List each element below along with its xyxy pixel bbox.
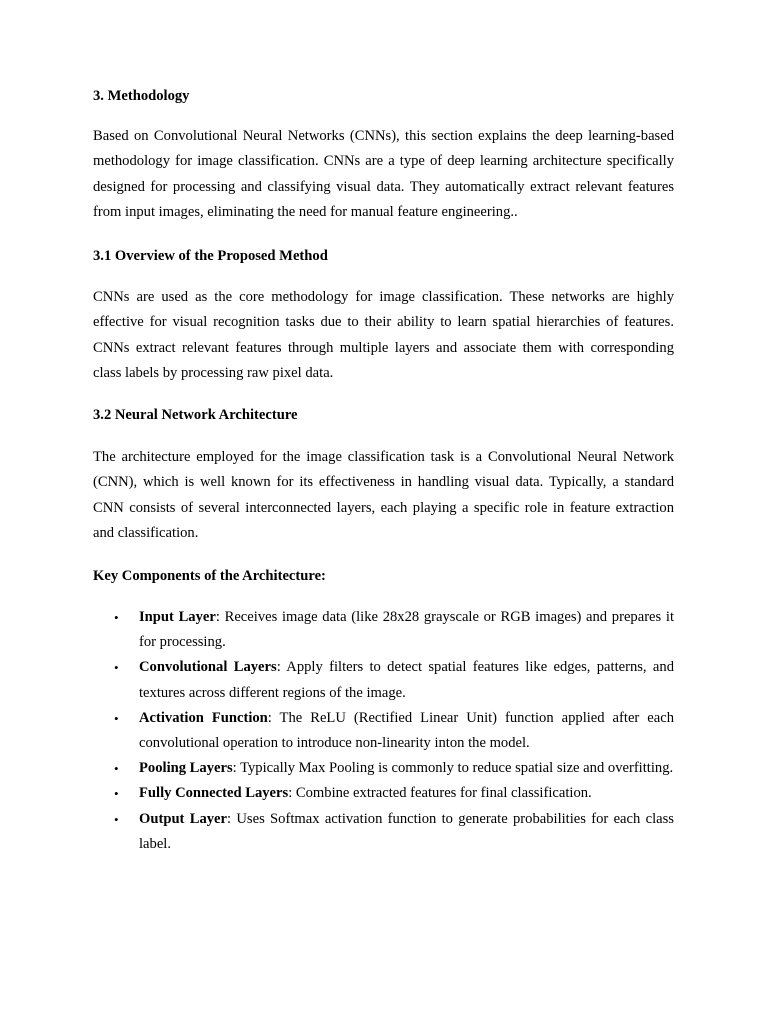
components-heading: Key Components of the Architecture: [93, 568, 326, 584]
section-heading: 3. Methodology [93, 88, 190, 104]
list-item [93, 781, 674, 806]
architecture-paragraph: The architecture employed for the image classification task is a Convolutional Neural Network (CNN), which is well known for its effectiveness in handling visual data. Typically, a standard CNN consists of several interconnected layers, each playing a specific role in feature extraction and classification. [93, 449, 674, 541]
component-term: Convolutional Layers [139, 659, 277, 676]
component-term: Output Layer [139, 810, 228, 827]
bullet-icon: • [114, 786, 119, 802]
component-description: : Uses Softmax activation function to generate probabilities for each class label. [139, 810, 674, 852]
list-item [93, 756, 674, 781]
component-description: : Apply filters to detect spatial features like edges, patterns, and textures across different regions of the image. [139, 659, 674, 701]
overview-paragraph: CNNs are used as the core methodology for image classification. These networks are highly effective for visual recognition tasks due to their ability to learn spatial hierarchies of features. CNNs extract relevant features through multiple layers and associate them with corresponding class labels by processing raw pixel data. [93, 289, 674, 381]
component-description: : Combine extracted features for final classification. [288, 785, 592, 802]
intro-paragraph: Based on Convolutional Neural Networks (CNNs), this section explains the deep learning-based methodology for image classification. CNNs are a type of deep learning architecture specifically designed for processing and classifying visual data. They automatically extract relevant features from input images, eliminating the need for manual feature engineering.. [93, 128, 674, 220]
component-description: : The ReLU (Rectified Linear Unit) function applied after each convolutional operation to introduce non-linearity inton the model. [139, 709, 674, 752]
component-term: Fully Connected Layers [139, 785, 289, 802]
bullet-icon: • [114, 761, 119, 777]
component-term: Activation Function [139, 709, 268, 726]
component-term: Input Layer [139, 609, 216, 625]
bullet-icon: • [114, 811, 119, 827]
list-item [93, 605, 674, 655]
component-description: : Receives image data (like 28x28 grayscale or RGB images) and prepares it for processing. [139, 609, 674, 651]
component-description: : Typically Max Pooling is commonly to reduce spatial size and overfitting. [232, 760, 674, 777]
component-term: Pooling Layers [139, 760, 233, 777]
components-list [93, 605, 674, 857]
overview-heading: 3.1 Overview of the Proposed Method [93, 248, 328, 264]
bullet-icon: • [114, 610, 119, 625]
list-item [93, 655, 674, 705]
list-item [93, 706, 674, 756]
list-item [93, 807, 674, 857]
bullet-icon: • [114, 660, 119, 676]
architecture-heading: 3.2 Neural Network Architecture [93, 407, 298, 423]
bullet-icon: • [114, 710, 119, 726]
